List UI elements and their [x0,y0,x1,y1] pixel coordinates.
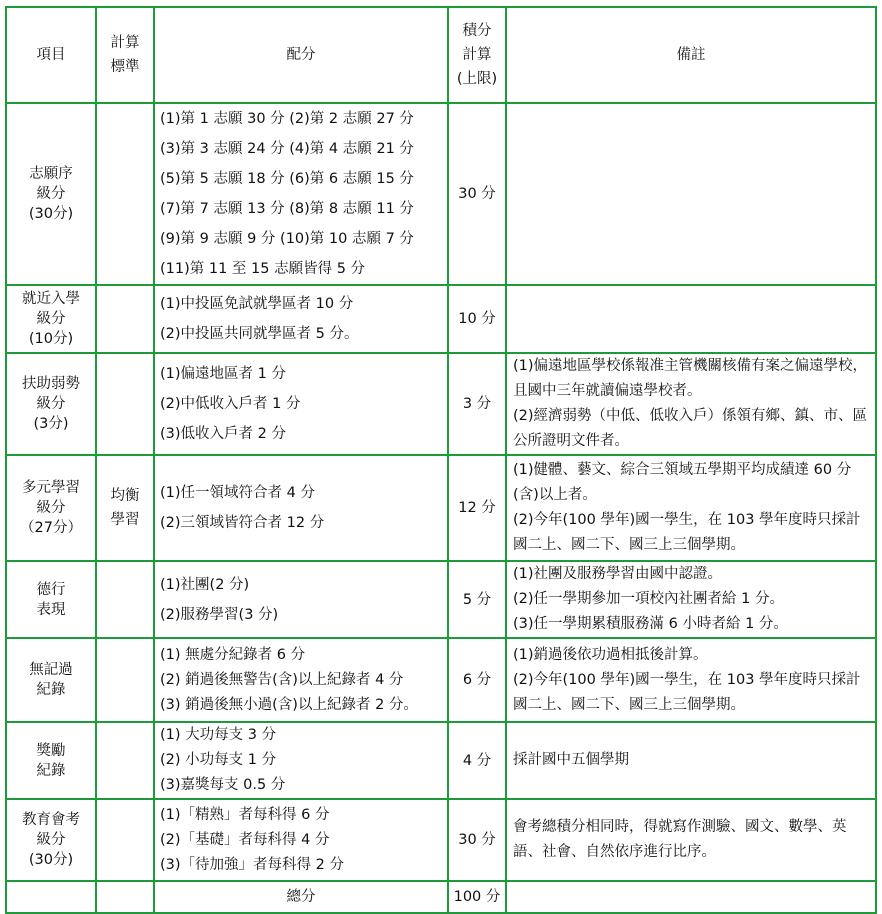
row-cap: 30 分 [448,103,506,285]
row-scoring: (1)偏遠地區者 1 分 (2)中低收入戶者 1 分 (3)低收入戶者 2 分 [154,353,448,455]
row-criteria: 均衡 學習 [96,455,154,561]
row-scoring: (1)「精熟」者每科得 6 分 (2)「基礎」者每科得 4 分 (3)「待加強」者每科得 2 分 [154,799,448,881]
table-row [6,561,876,638]
row-cap: 3 分 [448,353,506,455]
row-scoring: (1) 無處分紀錄者 6 分 (2) 銷過後無警告(含)以上紀錄者 4 分 (3) 銷過後無小過(含)以上紀錄者 2 分。 [154,638,448,722]
header-scoring: 配分 [154,7,448,103]
row-category: 就近入學 級分 (10分) [6,285,96,353]
row-category: 志願序 級分 (30分) [6,103,96,285]
row-cap: 30 分 [448,799,506,881]
total-label: 總分 [154,881,448,913]
total-blank [96,881,154,913]
table-row [6,799,876,881]
total-row [6,881,876,913]
row-category: 多元學習 級分 （27分） [6,455,96,561]
row-criteria [96,722,154,799]
total-value: 100 分 [448,881,506,913]
row-remarks: (1)社團及服務學習由國中認證。 (2)任一學期參加一項校內社團者給 1 分。 (3)任一學期累積服務滿 6 小時者給 1 分。 [506,561,876,638]
row-remarks: 會考總積分相同時，得就寫作測驗、國文、數學、英語、社會、自然依序進行比序。 [506,799,876,881]
table-row [6,638,876,722]
row-remarks: (1)銷過後依功過相抵後計算。 (2)今年(100 學年)國一學生，在 103 學年度時只採計國二上、國二下、國三上三個學期。 [506,638,876,722]
row-remarks: (1)健體、藝文、綜合三領域五學期平均成績達 60 分(含)以上者。 (2)今年(100 學年)國一學生，在 103 學年度時只採計國二上、國二下、國三上三個學期。 [506,455,876,561]
header-criteria: 計算 標準 [96,7,154,103]
row-cap: 10 分 [448,285,506,353]
row-scoring: (1)第 1 志願 30 分 (2)第 2 志願 27 分 (3)第 3 志願 24 分 (4)第 4 志願 21 分 (5)第 5 志願 18 分 (6)第 6 志願 15 分 (7)第 7 志願 13 分 (8)第 8 志願 11 分 (9)第 9 志願 9 分 (10)第 10 志願 7 分 (11)第 11 至 15 志願皆得 5 分 [154,103,448,285]
row-remarks [506,285,876,353]
header-item: 項目 [6,7,96,103]
row-category: 獎勵 紀錄 [6,722,96,799]
row-scoring: (1)社團(2 分) (2)服務學習(3 分) [154,561,448,638]
total-blank [506,881,876,913]
scoring-table [5,6,877,914]
header-remarks: 備註 [506,7,876,103]
row-criteria [96,799,154,881]
row-criteria [96,285,154,353]
table-row [6,285,876,353]
row-category: 德行 表現 [6,561,96,638]
table-row [6,722,876,799]
table-row [6,103,876,285]
row-scoring: (1) 大功每支 3 分 (2) 小功每支 1 分 (3)嘉獎每支 0.5 分 [154,722,448,799]
row-cap: 5 分 [448,561,506,638]
total-blank [6,881,96,913]
row-cap: 4 分 [448,722,506,799]
row-criteria [96,638,154,722]
row-remarks: (1)偏遠地區學校係報准主管機關核備有案之偏遠學校，且國中三年就讀偏遠學校者。 (2)經濟弱勢（中低、低收入戶）係領有鄉、鎮、市、區公所證明文件者。 [506,353,876,455]
row-remarks [506,103,876,285]
row-criteria [96,561,154,638]
row-cap: 6 分 [448,638,506,722]
row-category: 教育會考 級分 (30分) [6,799,96,881]
row-category: 無記過 紀錄 [6,638,96,722]
header-cap: 積分 計算 (上限) [448,7,506,103]
row-criteria [96,103,154,285]
row-remarks: 採計國中五個學期 [506,722,876,799]
row-scoring: (1)中投區免試就學區者 10 分 (2)中投區共同就學區者 5 分。 [154,285,448,353]
row-scoring: (1)任一領域符合者 4 分 (2)三領域皆符合者 12 分 [154,455,448,561]
row-cap: 12 分 [448,455,506,561]
table-row [6,455,876,561]
row-category: 扶助弱勢 級分 (3分) [6,353,96,455]
row-criteria [96,353,154,455]
table-row [6,353,876,455]
